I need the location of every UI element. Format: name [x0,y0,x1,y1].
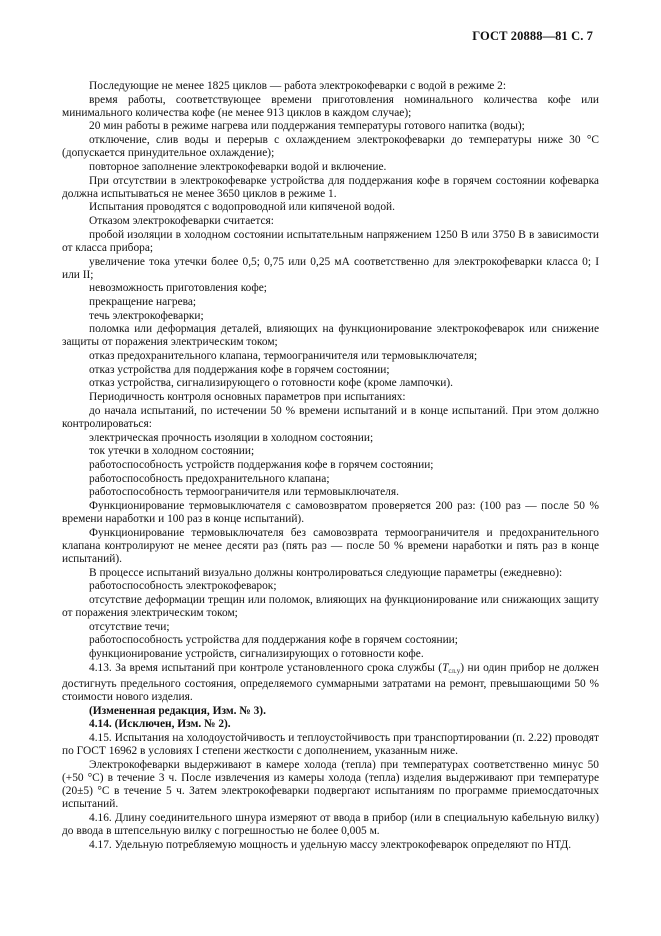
service-life-symbol: T [442,661,449,674]
paragraph: работоспособность предохранительного клапана; [89,472,330,485]
paragraph: отключение, слив воды и перерыв с охлаждением электрокофеварки до температуры ниже 30 °С (допускается принудительное охлаждение); [62,134,599,160]
paragraph: работоспособность устройства для поддержания кофе в горячем состоянии; [89,634,458,647]
paragraph: время работы, соответствующее времени приготовления номинального количества кофе или минимального количества кофе (не менее 913 циклов в каждом случае); [62,93,599,119]
paragraph: функционирование устройств, сигнализирующих о готовности кофе. [89,648,424,661]
paragraph: 20 мин работы в режиме нагрева или поддержания температуры готового напитка (воды); [89,120,525,133]
p413-after: ) ни один прибор не должен достигнуть предельного состояния, определяемого суммарными затратами на ремонт, превышающими 50 % стоимости нового изделия. [62,661,599,704]
paragraph: пробой изоляции в холодном состоянии испытательным напряжением 1250 В или 3750 В в зависимости от класса прибора; [62,228,599,254]
paragraph-4-13 [62,662,599,704]
paragraph: работоспособность электрокофеварок; [89,580,277,593]
paragraph: электрическая прочность изоляции в холодном состоянии; [89,431,374,444]
clause-4-14: 4.14. (Исключен, Изм. № 2). [89,718,231,731]
paragraph: ток утечки в холодном состоянии; [89,445,255,458]
paragraph: течь электрокофеварки; [89,309,204,322]
paragraph: прекращение нагрева; [89,296,197,308]
paragraph: отказ устройства для поддержания кофе в горячем состоянии; [89,363,390,376]
paragraph: Отказом электрокофеварки считается: [89,215,274,228]
document-body [62,80,599,852]
paragraph: отсутствие деформации трещин или поломок, влияющих на функционирование или снижающих защиту от поражения электрическим током; [62,593,599,620]
p413-before: 4.13. За время испытаний при контроле установленного срока службы ( [89,661,443,674]
paragraph: до начала испытаний, по истечении 50 % времени испытаний и в конце испытаний. При этом должно контролироваться: [62,404,599,430]
page-header: ГОСТ 20888—81 С. 7 [472,29,593,43]
paragraph: Электрокофеварки выдерживают в камере холода (тепла) при температурах соответственно минус 50 (+50 °С) в течение 3 ч. После извлечения из камеры холода (тепла) изделия выдерживают при температуре (20±5) °С в течение 5 ч. Затем электрокофеварки подвергают испытаниям по программе приемосдаточных испытаний. [62,758,599,811]
paragraph: отсутствие течи; [89,620,170,633]
revision-note: (Измененная редакция, Изм. № 3). [89,704,266,717]
clause-4-17: 4.17. Удельную потребляемую мощность и удельную массу электрокофеварок определяют по НТД. [89,838,572,851]
paragraph: При отсутствии в электрокофеварке устройства для поддержания кофе в горячем состоянии кофеварка должна испытываться не менее 3650 циклов в режиме 1. [62,174,599,200]
paragraph: Испытания проводятся с водопроводной или кипяченой водой. [89,201,395,214]
paragraph: Функционирование термовыключателя с самовозвратом проверяется 200 раз: (100 раз — после 50 % времени наработки и 100 раз в конце испытаний). [62,499,599,525]
paragraph: отказ устройства, сигнализирующего о готовности кофе (кроме лампочки). [89,377,454,390]
service-life-subscript: сл.у [448,666,461,675]
paragraph: Периодичность контроля основных параметров при испытаниях: [89,391,406,404]
paragraph: отказ предохранительного клапана, термоограничителя или термовыключателя; [89,350,478,363]
paragraph: Последующие не менее 1825 циклов — работа электрокофеварки с водой в режиме 2: [89,80,507,92]
paragraph: В процессе испытаний визуально должны контролироваться следующие параметры (ежедневно): [89,566,563,579]
paragraph: повторное заполнение электрокофеварки водой и включение. [89,160,387,173]
clause-4-16: 4.16. Длину соединительного шнура измеряют от ввода в прибор (или в специальную кабельную вилку) до ввода в штепсельную вилку с погрешностью не более 0,005 м. [62,811,599,838]
paragraph: работоспособность термоограничителя или термовыключателя. [89,486,399,499]
paragraph: работоспособность устройств поддержания кофе в горячем состоянии; [89,458,434,471]
paragraph: увеличение тока утечки более 0,5; 0,75 или 0,25 мА соответственно для электрокофеварки класса 0; I или II; [62,255,599,281]
paragraph: Функционирование термовыключателя без самовозврата термоограничителя и предохранительного клапана контролируют не менее десяти раз (пять раз — после 50 % времени наработки и пять раз в конце испытаний). [62,526,599,565]
paragraph: невозможность приготовления кофе; [89,282,267,295]
paragraph: поломка или деформация деталей, влияющих на функционирование электрокофеварок или снижение защиты от поражения электрическим током; [62,323,599,349]
clause-4-15: 4.15. Испытания на холодоустойчивость и теплоустойчивость при транспортировании (п. 2.22) проводят по ГОСТ 16962 в условиях I степени жесткости с дополнением, указанным ниже. [62,732,599,758]
